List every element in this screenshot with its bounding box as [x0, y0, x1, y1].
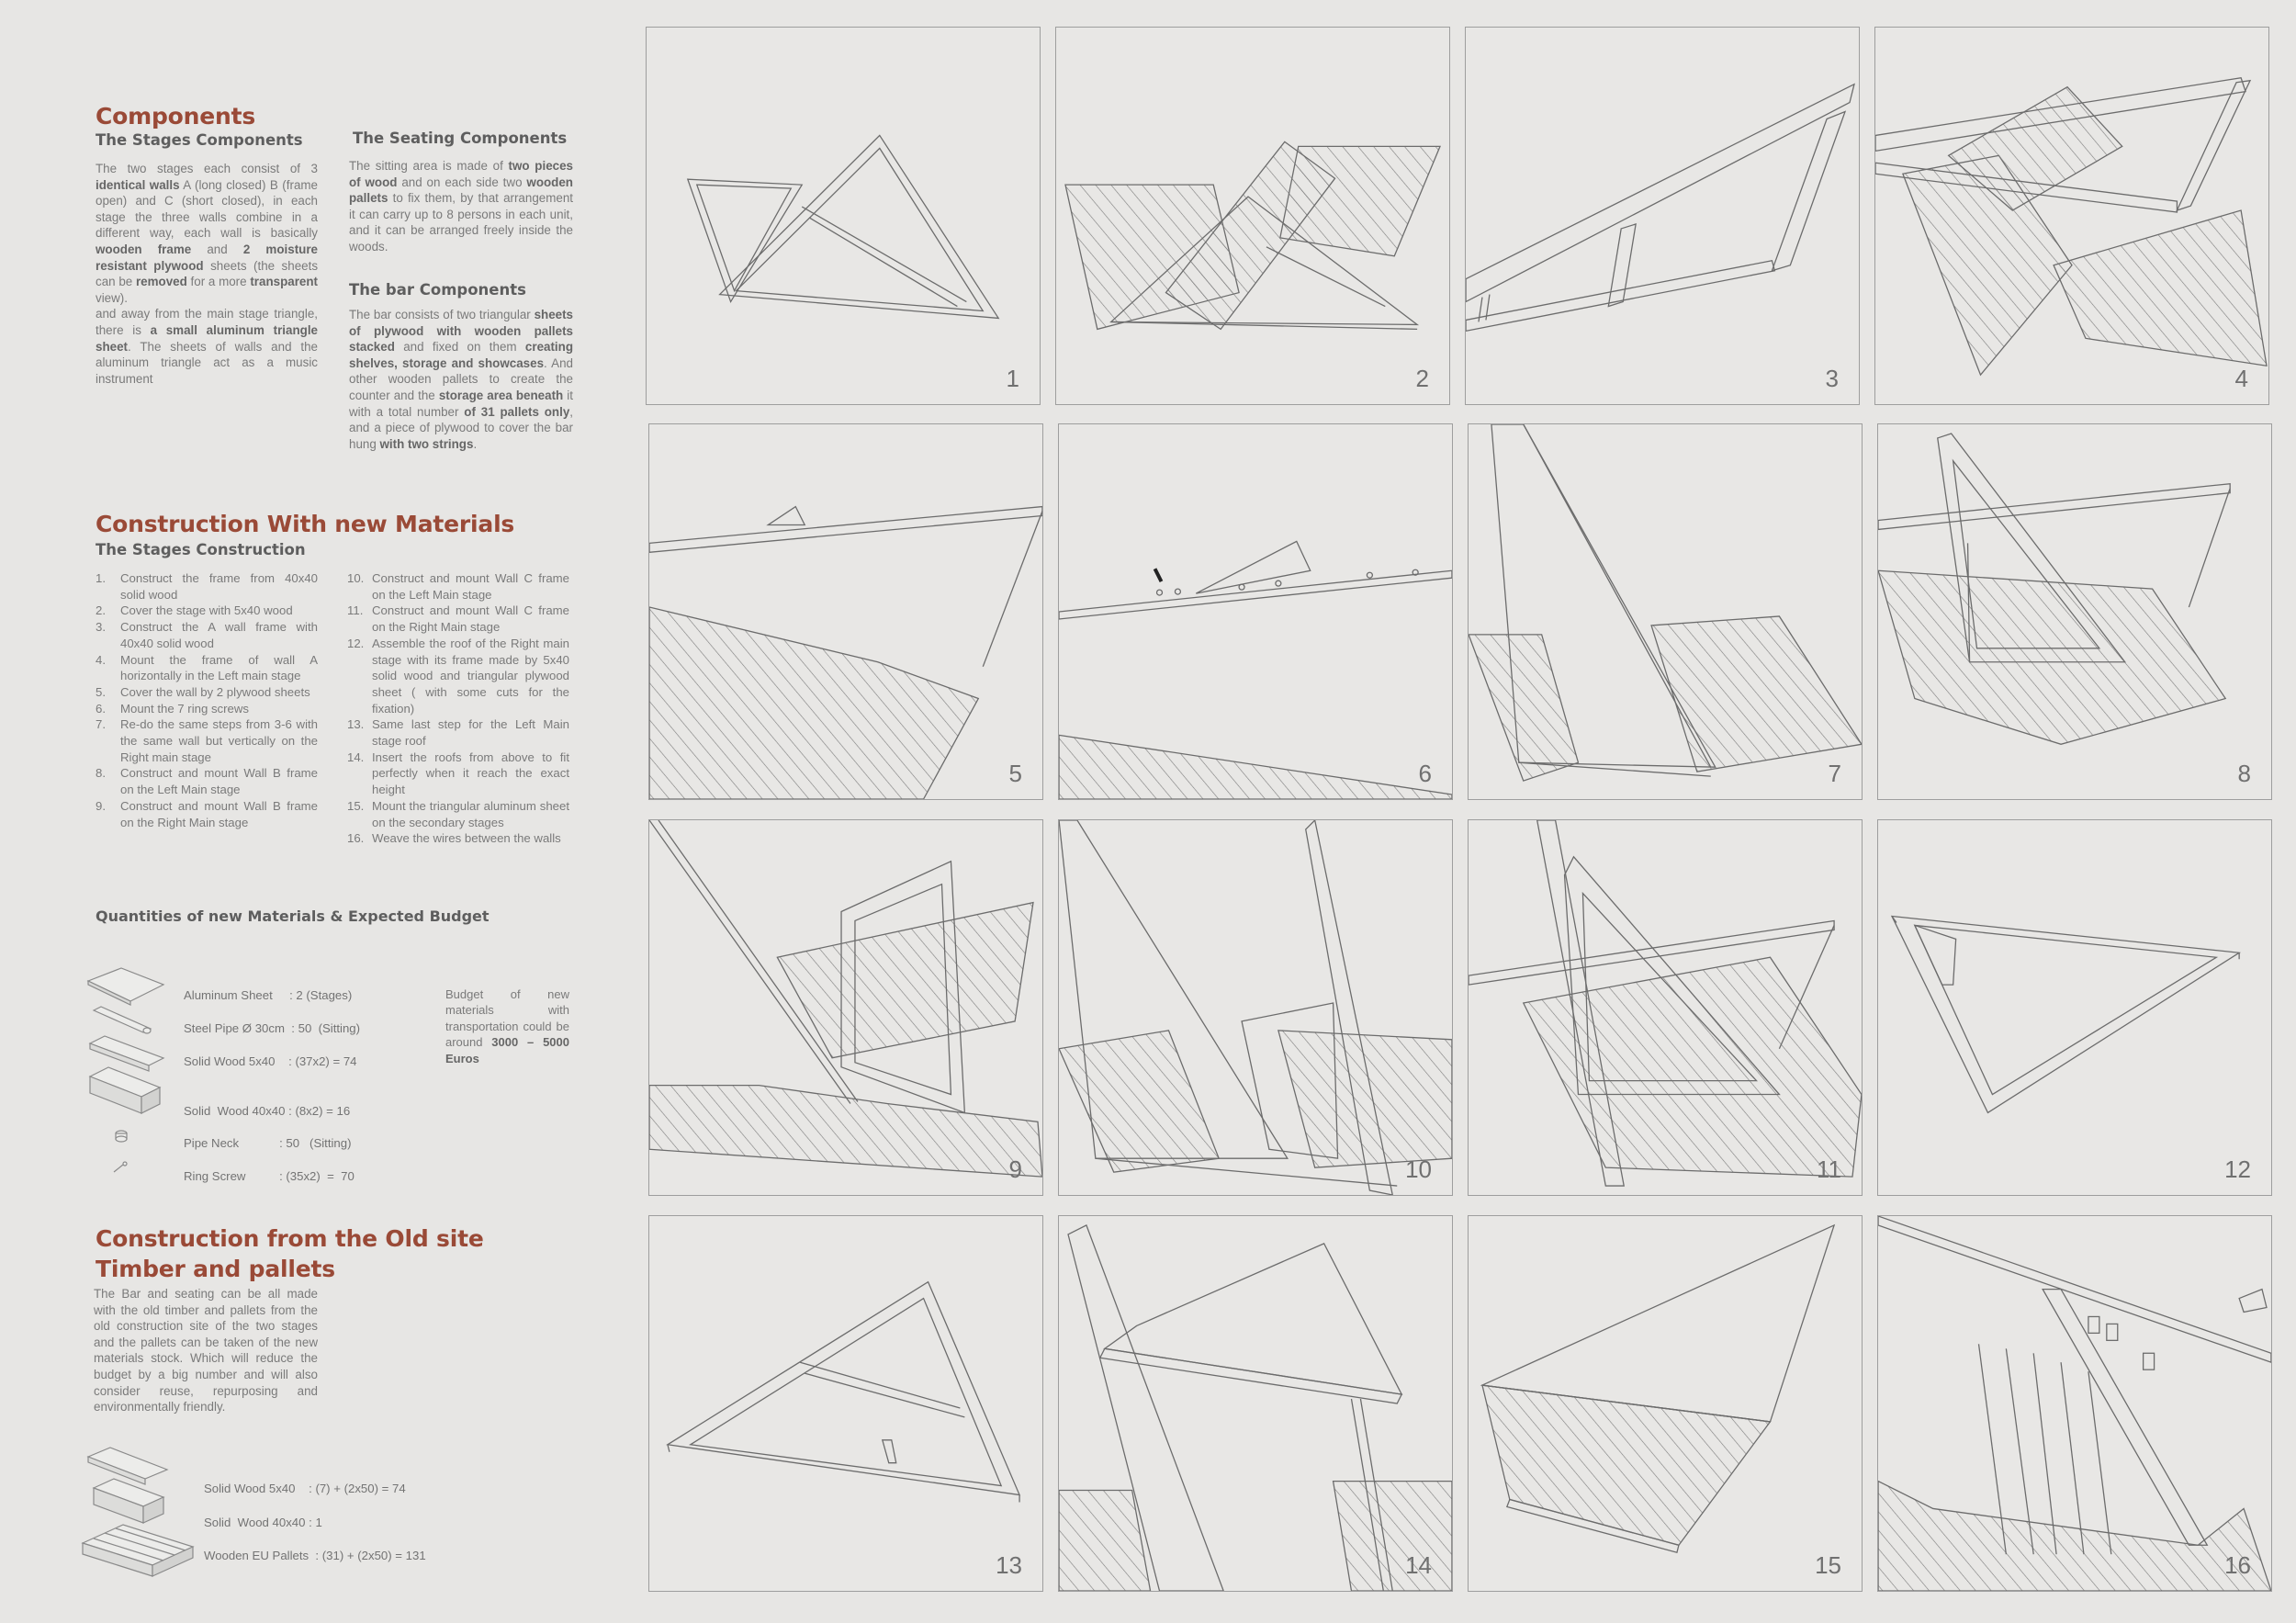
construction-step — [96, 716, 318, 765]
quantity-solid-wood-5x40: Solid Wood 5x40 : (37x2) = 74 — [184, 1054, 357, 1068]
panel-number: 10 — [1405, 1155, 1432, 1183]
panel-number: 6 — [1418, 760, 1432, 787]
construction-old-title: Construction from the Old site — [96, 1225, 484, 1252]
construction-old-text: The Bar and seating can be all made with the old timber and pallets from the old construction site of the two stages and the pallets can be taken of the new materials stock. Which will reduce the budget by a big number and will also consider reuse, repurposing and environmentally friendly. — [94, 1287, 318, 1414]
step-number: 9. — [96, 798, 106, 813]
wood-plank-icon — [90, 1036, 163, 1071]
step-text: Cover the wall by 2 plywood sheets — [120, 684, 310, 699]
step-panel-1 — [646, 27, 1041, 405]
stages-components-heading: The Stages Components — [96, 131, 303, 149]
step-panel-13 — [648, 1215, 1043, 1592]
step-number: 10. — [347, 571, 365, 585]
step-panel-15 — [1468, 1215, 1863, 1592]
step-number: 12. — [347, 636, 365, 650]
construction-step — [96, 603, 318, 619]
step-panel-6 — [1058, 423, 1453, 800]
new-materials-icons — [84, 964, 167, 1185]
panel-number: 7 — [1828, 760, 1841, 787]
step-number: 14. — [347, 750, 365, 764]
quantity-pipe-neck: Pipe Neck : 50 (Sitting) — [184, 1136, 352, 1150]
old-materials-icons — [79, 1444, 198, 1582]
step-3-drawing — [1466, 28, 1859, 404]
quantity-ring-screw: Ring Screw : (35x2) = 70 — [184, 1169, 355, 1183]
old-quantity-solid-wood-5x40: Solid Wood 5x40 : (7) + (2x50) = 74 — [204, 1482, 406, 1495]
step-14-drawing — [1059, 1216, 1452, 1591]
bar-components-text: The bar consists of two triangular sheets of plywood with wooden pallets stacked and fixed on them creating shelves, storage and showcases. And other wooden pallets to create the counter and the storage area beneath it with a total number of 31 pallets only, and a piece of plywood to cover the bar hung with two strings. — [349, 308, 573, 451]
quantity-solid-wood-40x40: Solid Wood 40x40 : (8x2) = 16 — [184, 1104, 351, 1118]
construction-step — [347, 636, 569, 717]
step-number: 15. — [347, 798, 365, 813]
step-12-drawing — [1878, 820, 2271, 1195]
step-text: Mount the frame of wall A horizontally in the Left main stage — [120, 652, 318, 683]
construction-steps-grid — [646, 27, 2271, 1597]
step-15-drawing — [1469, 1216, 1862, 1591]
components-title: Components — [96, 103, 256, 130]
step-panel-4 — [1874, 27, 2269, 405]
aluminum-sheet-icon — [88, 968, 163, 1001]
panel-number: 15 — [1815, 1551, 1841, 1579]
step-panel-2 — [1055, 27, 1450, 405]
construction-step — [347, 830, 569, 847]
panel-number: 13 — [996, 1551, 1022, 1579]
step-text: Construct and mount Wall B frame on the Left Main stage — [120, 766, 318, 797]
step-number: 6. — [96, 701, 106, 716]
panel-number: 4 — [2234, 365, 2248, 392]
construction-step — [96, 765, 318, 797]
construction-step — [347, 798, 569, 830]
stages-construction-heading: The Stages Construction — [96, 541, 306, 558]
construction-new-title: Construction With new Materials — [96, 511, 515, 537]
construction-old-subtitle: Timber and pallets — [96, 1256, 335, 1282]
step-number: 3. — [96, 620, 106, 635]
construction-step — [96, 701, 318, 717]
construction-step — [96, 619, 318, 651]
ring-screw-icon — [114, 1162, 127, 1172]
step-panel-14 — [1058, 1215, 1453, 1592]
text-column — [0, 0, 625, 1623]
step-panel-9 — [648, 819, 1043, 1196]
step-number: 7. — [96, 717, 106, 732]
step-text: Construct the frame from 40x40 solid wood — [120, 571, 318, 602]
old-quantity-solid-wood-40x40: Solid Wood 40x40 : 1 — [204, 1516, 322, 1529]
step-6-drawing — [1059, 424, 1452, 799]
step-13-drawing — [649, 1216, 1042, 1591]
step-panel-7 — [1468, 423, 1863, 800]
step-1-drawing — [647, 28, 1040, 404]
step-panel-12 — [1877, 819, 2272, 1196]
wood-beam-icon — [90, 1067, 160, 1113]
quantity-steel-pipe: Steel Pipe Ø 30cm : 50 (Sitting) — [184, 1021, 361, 1035]
step-number: 16. — [347, 831, 365, 846]
panel-number: 12 — [2224, 1155, 2251, 1183]
wood-plank-icon — [88, 1448, 167, 1484]
bar-components-heading: The bar Components — [349, 281, 526, 299]
budget-text: Budget of new materials with transportation could be around 3000 – 5000 Euros — [445, 987, 569, 1065]
panel-number: 2 — [1415, 365, 1429, 392]
step-number: 5. — [96, 684, 106, 699]
steps-list-right — [347, 570, 569, 847]
step-8-drawing — [1878, 424, 2271, 799]
pipe-neck-icon — [116, 1131, 127, 1142]
step-number: 11. — [347, 603, 364, 618]
step-text: Same last step for the Left Main stage roof — [372, 717, 569, 749]
step-2-drawing — [1056, 28, 1449, 404]
step-text: Re-do the same steps from 3-6 with the same wall but vertically on the Right main stage — [120, 717, 318, 764]
step-text: Assemble the roof of the Right main stage with its frame made by 5x40 solid wood and triangular plywood sheet ( with some cuts for the fixation) — [372, 636, 569, 716]
step-10-drawing — [1059, 820, 1452, 1195]
construction-step — [96, 570, 318, 603]
step-panel-10 — [1058, 819, 1453, 1196]
step-9-drawing — [649, 820, 1042, 1195]
step-number: 2. — [96, 603, 106, 618]
construction-step — [96, 652, 318, 684]
step-panel-11 — [1468, 819, 1863, 1196]
panel-number: 11 — [1817, 1155, 1841, 1183]
step-number: 1. — [96, 571, 106, 585]
wood-beam-icon — [94, 1479, 163, 1523]
panel-number: 14 — [1405, 1551, 1432, 1579]
construction-step — [347, 716, 569, 749]
quantities-heading: Quantities of new Materials & Expected Budget — [96, 907, 490, 925]
construction-step — [96, 684, 318, 701]
step-16-drawing — [1878, 1216, 2271, 1591]
step-text: Mount the 7 ring screws — [120, 701, 249, 716]
step-11-drawing — [1469, 820, 1862, 1195]
steel-pipe-icon — [94, 1007, 151, 1033]
step-text: Construct and mount Wall B frame on the Right Main stage — [120, 798, 318, 829]
panel-number: 8 — [2237, 760, 2251, 787]
step-text: Construct and mount Wall C frame on the Right Main stage — [372, 603, 569, 635]
panel-number: 3 — [1825, 365, 1839, 392]
step-text: Mount the triangular aluminum sheet on the secondary stages — [372, 798, 569, 829]
steps-list-left — [96, 570, 318, 830]
step-4-drawing — [1875, 28, 2268, 404]
pallet-icon — [83, 1525, 193, 1576]
step-text: Weave the wires between the walls — [372, 831, 561, 846]
old-quantity-wooden-pallets: Wooden EU Pallets : (31) + (2x50) = 131 — [204, 1549, 426, 1562]
panel-number: 9 — [1008, 1155, 1022, 1183]
step-number: 8. — [96, 766, 106, 781]
construction-step — [347, 603, 569, 635]
step-5-drawing — [649, 424, 1042, 799]
panel-number: 16 — [2224, 1551, 2251, 1579]
construction-step — [347, 570, 569, 603]
quantity-aluminum-sheet: Aluminum Sheet : 2 (Stages) — [184, 988, 353, 1002]
panel-number: 5 — [1008, 760, 1022, 787]
seating-components-heading: The Seating Components — [353, 130, 568, 147]
step-7-drawing — [1469, 424, 1862, 799]
step-text: Insert the roofs from above to fit perfectly when it reach the exact height — [372, 750, 569, 797]
panel-number: 1 — [1006, 365, 1019, 392]
stages-components-text: The two stages each consist of 3 identical walls A (long closed) B (frame open) and C (short closed), in each stage the three walls combine in a different way, each wall is basically wooden frame and 2 moisture resistant plywood sheets (the sheets can be removed for a more transparent view). and away from the main stage triangle, there is a small aluminum triangle sheet. The sheets of walls and the aluminum triangle act as a music instrument — [96, 162, 319, 386]
seating-components-text: The sitting area is made of two pieces of wood and on each side two wooden pallets to fix them, by that arrangement it can carry up to 8 persons in each unit, and it can be arranged freely inside the woods. — [349, 159, 573, 254]
step-number: 13. — [347, 717, 365, 732]
step-text: Cover the stage with 5x40 wood — [120, 603, 293, 618]
step-panel-8 — [1877, 423, 2272, 800]
step-panel-16 — [1877, 1215, 2272, 1592]
step-panel-5 — [648, 423, 1043, 800]
step-number: 4. — [96, 652, 106, 667]
construction-step — [347, 750, 569, 798]
step-text: Construct and mount Wall C frame on the Left Main stage — [372, 571, 569, 602]
step-panel-3 — [1465, 27, 1860, 405]
construction-step — [96, 798, 318, 830]
step-text: Construct the A wall frame with 40x40 solid wood — [120, 620, 318, 650]
